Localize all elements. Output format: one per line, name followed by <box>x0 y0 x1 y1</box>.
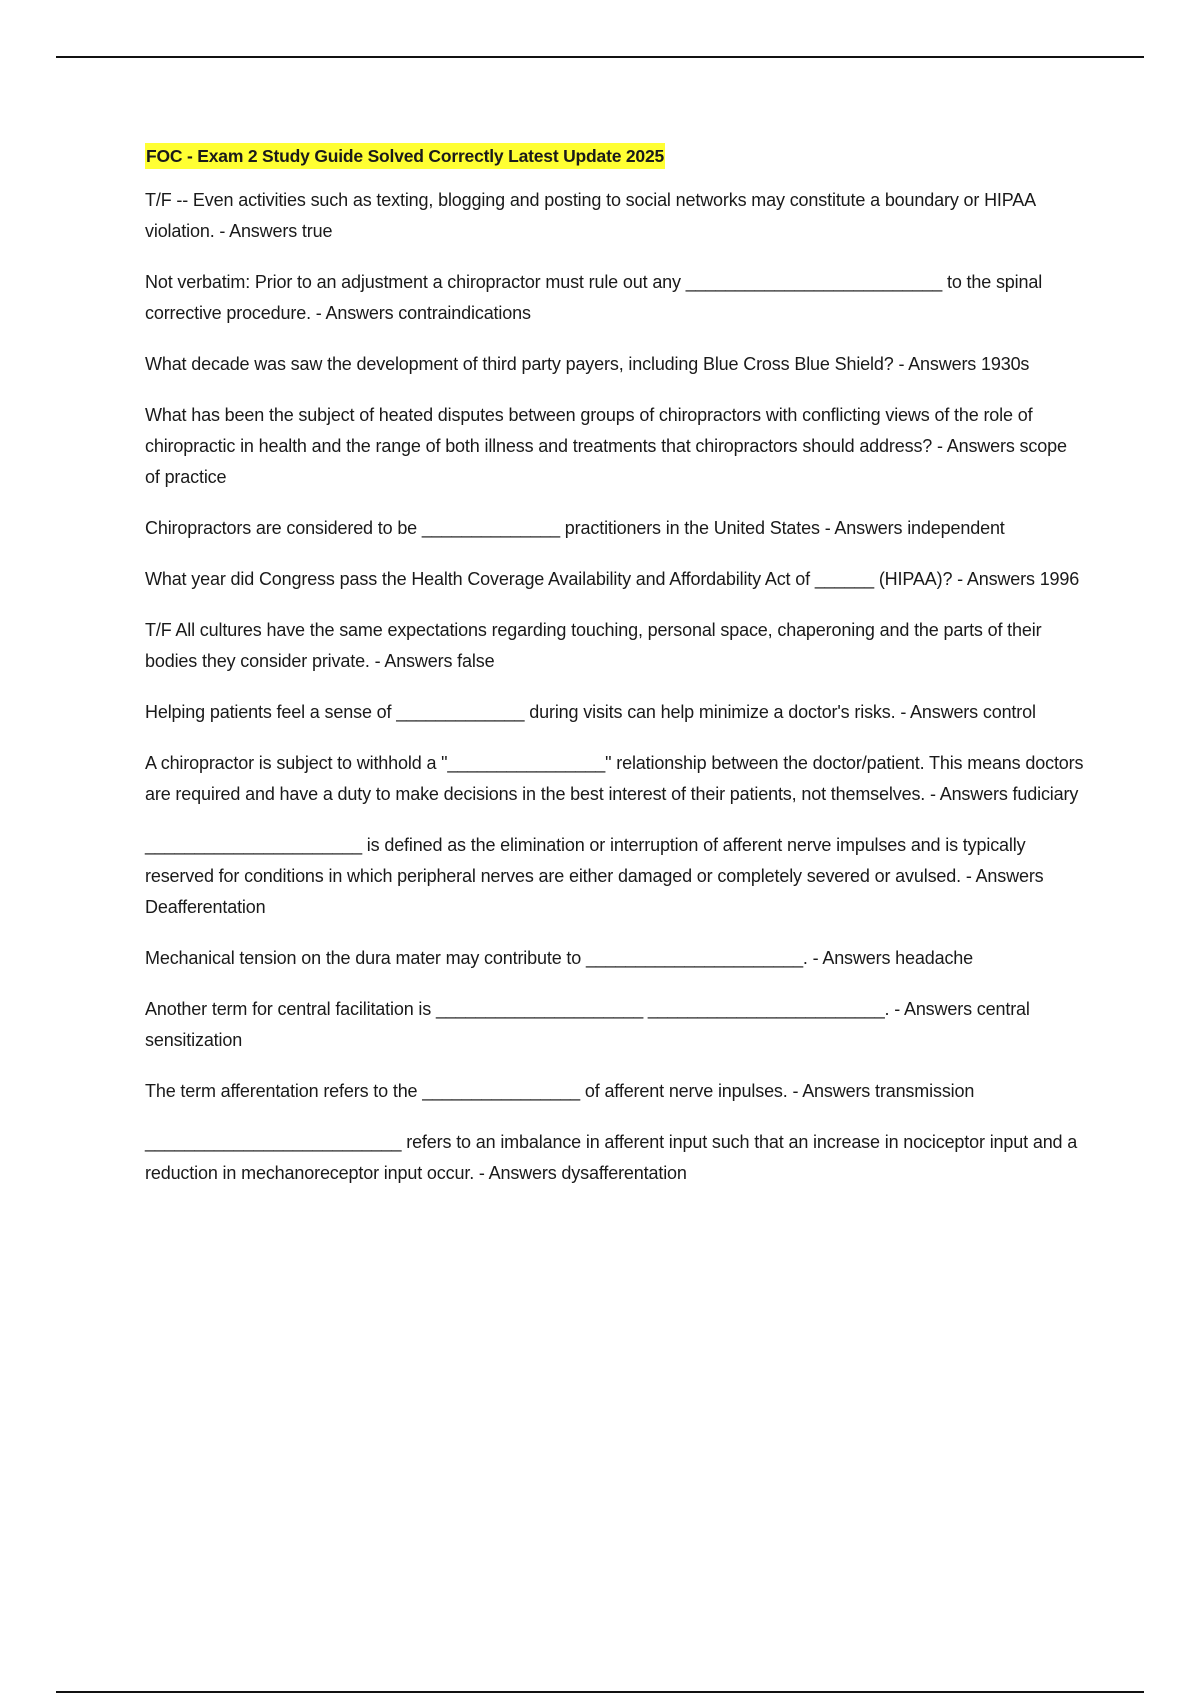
qa-item-1: T/F -- Even activities such as texting, blogging and posting to social networks may constitute a boundary or HIPAA violation. - Answers true <box>145 190 1036 241</box>
qa-item-3: What decade was saw the development of third party payers, including Blue Cross Blue Shield? - Answers 1930s <box>145 354 1030 374</box>
footer-rule <box>56 1691 1144 1693</box>
qa-item-13: The term afferentation refers to the ________________ of afferent nerve inpulses. - Answers transmission <box>145 1081 975 1101</box>
qa-item-9: A chiropractor is subject to withhold a "________________" relationship between the doctor/patient. This means doctors are required and have a duty to make decisions in the best interest of their patients, not themselves. - Answers fudiciary <box>145 753 1084 804</box>
document-body <box>145 143 1085 1209</box>
qa-item-8: Helping patients feel a sense of _____________ during visits can help minimize a doctor's risks. - Answers control <box>145 702 1036 722</box>
qa-item-7: T/F All cultures have the same expectations regarding touching, personal space, chaperoning and the parts of their bodies they consider private. - Answers false <box>145 620 1042 671</box>
qa-item-2: Not verbatim: Prior to an adjustment a chiropractor must rule out any __________________________ to the spinal corrective procedure. - Answers contraindications <box>145 272 1043 323</box>
qa-item-10: ______________________ is defined as the elimination or interruption of afferent nerve impulses and is typically reserved for conditions in which peripheral nerves are either damaged or completely severed or avulsed. - Answers Deafferentation <box>145 835 1044 917</box>
qa-item-4: What has been the subject of heated disputes between groups of chiropractors with conflicting views of the role of chiropractic in health and the range of both illness and treatments that chiropractors should address? - Answers scope of practice <box>145 405 1067 487</box>
document-title: FOC - Exam 2 Study Guide Solved Correctly Latest Update 2025 <box>145 143 665 169</box>
qa-item-11: Mechanical tension on the dura mater may contribute to ______________________. - Answers headache <box>145 948 974 968</box>
qa-item-6: What year did Congress pass the Health Coverage Availability and Affordability Act of ______ (HIPAA)? - Answers 1996 <box>145 569 1080 589</box>
qa-item-14: __________________________ refers to an imbalance in afferent input such that an increase in nociceptor input and a reduction in mechanoreceptor input occur. - Answers dysafferentation <box>145 1132 1078 1183</box>
header-rule <box>56 56 1144 58</box>
qa-item-12: Another term for central facilitation is _____________________ ________________________. - Answers central sensitization <box>145 999 1030 1050</box>
qa-item-5: Chiropractors are considered to be ______________ practitioners in the United States - Answers independent <box>145 518 1005 538</box>
